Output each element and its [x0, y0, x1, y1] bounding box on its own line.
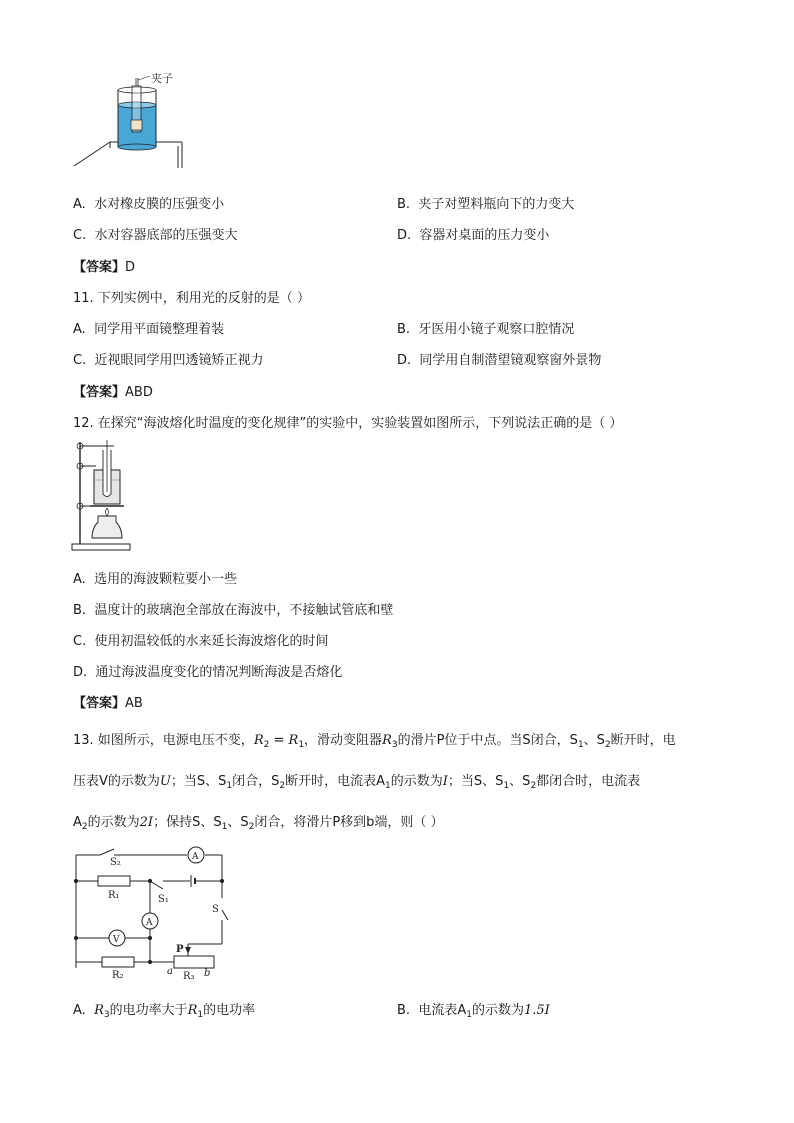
- q12-stem: 12. 在探究“海波熔化时温度的变化规律”的实验中，实验装置如图所示，下列说法正确的是（ ）: [73, 416, 623, 431]
- q12-option-a: A. 选用的海波颗粒要小一些: [73, 572, 238, 587]
- q13-stem-line1: 13. 如图所示，电源电压不变，$R_2 = R_1$，滑动变阻器$R_3$的滑片P位于中点。当S闭合，$S_1$、$S_2$断开时，电: [73, 733, 676, 750]
- circuit-a1-symbol: A: [192, 852, 199, 862]
- q12-option-b: B. 温度计的玻璃泡全部放在海波中，不接触试管底和壁: [73, 603, 394, 618]
- q10-answer: 【答案】D: [73, 260, 136, 275]
- circuit-b-label: b: [204, 968, 211, 979]
- q13-option-b: B. 电流表$A_1$的示数为1.5I: [397, 1003, 550, 1020]
- q10-clip-label: 夹子: [151, 72, 173, 85]
- q13-stem-line2: 压表V的示数为U；当S、$S_1$闭合，$S_2$断开时，电流表$A_1$的示数为I；当S、$S_1$、$S_2$都闭合时，电流表: [73, 774, 641, 791]
- circuit-a2-symbol: A: [146, 918, 153, 928]
- q11-option-b: B. 牙医用小镜子观察口腔情况: [397, 322, 575, 337]
- q10-option-c: C. 水对容器底部的压强变大: [73, 228, 238, 243]
- circuit-s-label: S: [212, 904, 219, 915]
- circuit-r2-label: R₂: [112, 970, 124, 981]
- circuit-r1-label: R₁: [108, 890, 120, 901]
- circuit-s2-label: S₂: [110, 857, 121, 868]
- q12-apparatus-figure: [70, 436, 132, 554]
- q12-answer: 【答案】AB: [73, 696, 143, 711]
- q13-option-a: A. $R_3$的电功率大于$R_1$的电功率: [73, 1003, 256, 1020]
- q10-option-a: A. 水对橡皮膜的压强变小: [73, 197, 225, 212]
- q11-stem: 11. 下列实例中，利用光的反射的是（ ）: [73, 291, 310, 306]
- q11-option-c: C. 近视眼同学用凹透镜矫正视力: [73, 353, 264, 368]
- circuit-r3-label: R₃: [183, 971, 195, 982]
- q12-option-d: D. 通过海波温度变化的情况判断海波是否熔化: [73, 665, 343, 680]
- q10-option-b: B. 夹子对塑料瓶向下的力变大: [397, 197, 575, 212]
- circuit-a-label: a: [167, 966, 173, 977]
- q11-option-d: D. 同学用自制潜望镜观察窗外景物: [397, 353, 602, 368]
- circuit-s1-label: S₁: [158, 894, 169, 905]
- q10-figure: [70, 70, 195, 170]
- q11-answer: 【答案】ABD: [73, 385, 153, 400]
- q10-option-d: D. 容器对桌面的压力变小: [397, 228, 550, 243]
- q13-stem-line3: $A_2$的示数为2I；保持S、$S_1$、$S_2$闭合，将滑片P移到b端，则（ ）: [73, 815, 444, 832]
- q12-option-c: C. 使用初温较低的水来延长海波熔化的时间: [73, 634, 329, 649]
- circuit-p-label: P: [176, 944, 184, 955]
- q11-option-a: A. 同学用平面镜整理着装: [73, 322, 225, 337]
- q13-circuit-diagram: [70, 842, 230, 982]
- circuit-voltmeter-symbol: V: [113, 935, 120, 945]
